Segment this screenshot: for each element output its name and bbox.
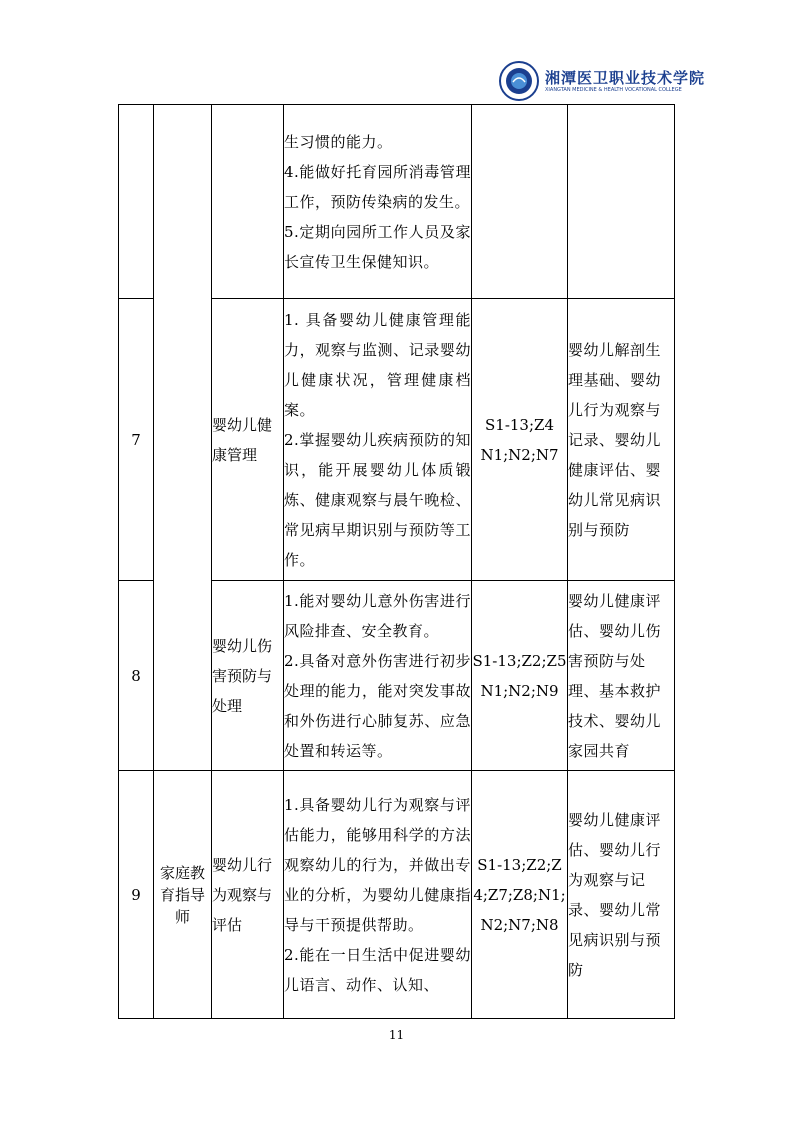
ability-item: 4.能做好托育园所消毒管理工作，预防传染病的发生。	[284, 162, 471, 211]
ability-item: 5.定期向园所工作人员及家长宣传卫生保健知识。	[284, 222, 471, 271]
logo-chinese-name: 湘潭医卫职业技术学院	[545, 69, 706, 87]
role-cell	[154, 581, 212, 771]
ability-item: 1. 具备婴幼儿健康管理能力，观察与监测、记录婴幼儿健康状况，管理健康档案。	[284, 310, 471, 419]
row-number: 9	[119, 771, 154, 1019]
role-cell: 家庭教育指导师	[154, 771, 212, 1019]
ability-item: 2.具备对意外伤害进行初步处理的能力，能对突发事故和外伤进行心肺复苏、应急处置和转运等。	[284, 651, 471, 760]
curriculum-table	[118, 104, 675, 1019]
codes-cell: S1-13;Z2;Z4;Z7;Z8;N1;N2;N7;N8	[472, 771, 568, 1019]
table-row	[119, 581, 675, 771]
courses-cell	[568, 105, 675, 299]
task-cell	[212, 105, 284, 299]
row-number: 8	[119, 581, 154, 771]
ability-item: 1.能对婴幼儿意外伤害进行风险排查、安全教育。	[284, 591, 471, 640]
abilities-cell	[284, 105, 472, 299]
abilities-cell	[284, 771, 472, 1019]
codes-cell: S1-13;Z4 N1;N2;N7	[472, 299, 568, 581]
ability-item: 生习惯的能力。	[284, 132, 393, 151]
table-row	[119, 105, 675, 299]
ability-item: 2.能在一日生活中促进婴幼儿语言、动作、认知、	[284, 945, 471, 994]
row-number: 7	[119, 299, 154, 581]
courses-cell: 婴幼儿健康评估、婴幼儿伤害预防与处理、基本救护技术、婴幼儿家园共育	[568, 581, 675, 771]
college-seal-icon	[498, 60, 540, 102]
task-cell: 婴幼儿行为观察与评估	[212, 771, 284, 1019]
ability-item: 1.具备婴幼儿行为观察与评估能力，能够用科学的方法观察幼儿的行为，并做出专业的分析，为婴幼儿健康指导与干预提供帮助。	[284, 795, 471, 934]
table-row	[119, 771, 675, 1019]
courses-cell: 婴幼儿解剖生理基础、婴幼儿行为观察与记录、婴幼儿健康评估、婴幼儿常见病识别与预防	[568, 299, 675, 581]
college-logo	[498, 60, 706, 104]
logo-english-name: XIANGTAN MEDICINE & HEALTH VOCATIONAL COLLEGE	[545, 87, 682, 93]
abilities-cell	[284, 581, 472, 771]
courses-cell: 婴幼儿健康评估、婴幼儿行为观察与记录、婴幼儿常见病识别与预防	[568, 771, 675, 1019]
table-row	[119, 299, 675, 581]
codes-cell	[472, 105, 568, 299]
abilities-cell	[284, 299, 472, 581]
task-cell: 婴幼儿健康管理	[212, 299, 284, 581]
role-cell	[154, 105, 212, 299]
task-cell: 婴幼儿伤害预防与处理	[212, 581, 284, 771]
page-number: 11	[388, 1028, 405, 1042]
role-cell	[154, 299, 212, 581]
row-number	[119, 105, 154, 299]
ability-item: 2.掌握婴幼儿疾病预防的知识，能开展婴幼儿体质锻炼、健康观察与晨午晚检、常见病早期识别与预防等工作。	[284, 430, 471, 569]
codes-cell: S1-13;Z2;Z5 N1;N2;N9	[472, 581, 568, 771]
